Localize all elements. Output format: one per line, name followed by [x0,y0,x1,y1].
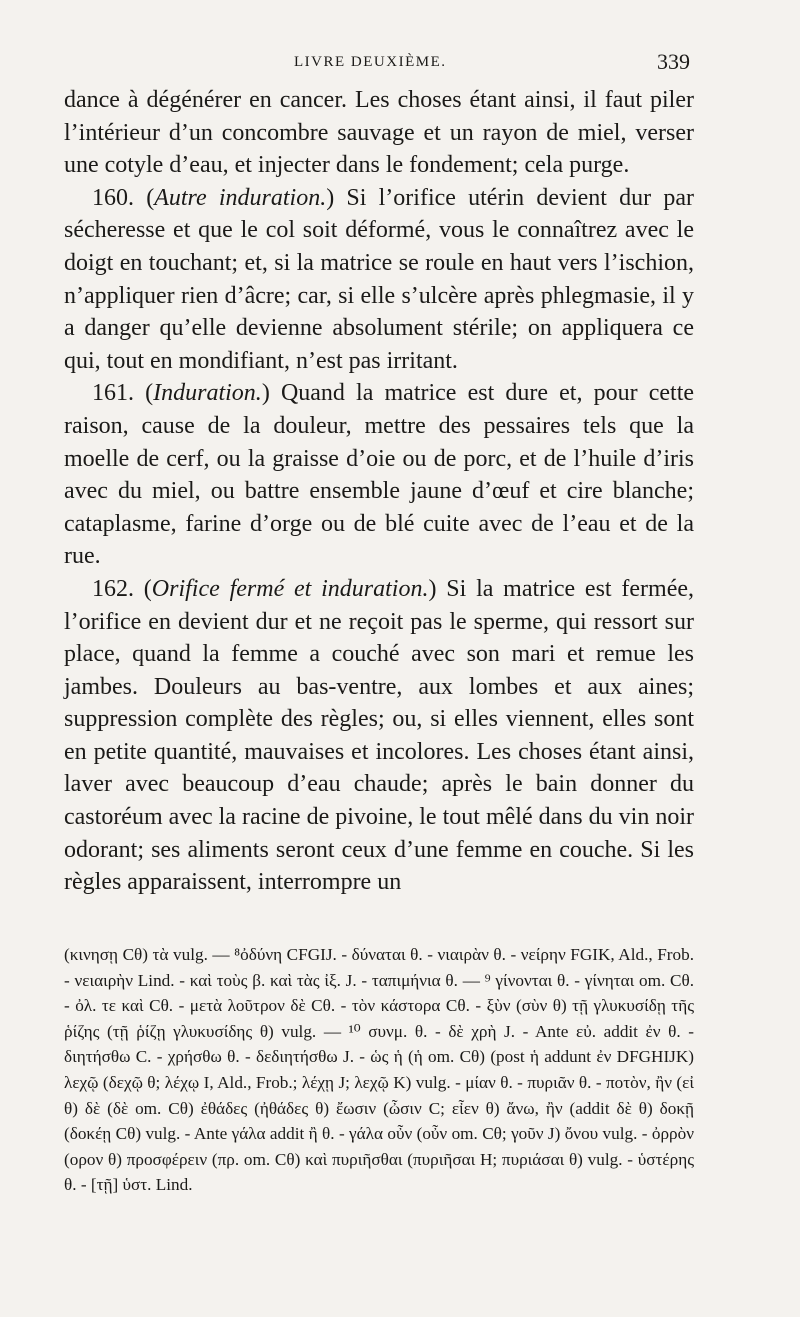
section-title: Autre induration. [154,184,327,211]
section-title-close: ) [261,380,270,407]
section-number: 161. [92,380,134,407]
section-number: 160. [92,184,134,211]
section-text: Quand la matrice est dure et, pour cette raison, cause de la douleur, mettre des pessaires tels que la moelle de cerf, ou la graisse d’oie ou de porc, et de l’huile d’iris avec du miel, ou battre ensemble jaune d’œuf et cire blanche; cataplasme, farine d’orge ou de blé cuite avec de l’eau et de la rue. [64,380,695,570]
section-162 [64,573,694,899]
section-number: 162. [92,575,134,602]
section-title-open: ( [143,575,152,602]
section-title-close: ) [428,575,437,602]
running-title: LIVRE DEUXIÈME. [294,54,447,70]
page-number: 339 [657,49,690,74]
section-title: Orifice fermé et induration. [151,575,429,602]
paragraph-continued: dance à dégénérer en cancer. Les choses étant ainsi, il faut piler l’intérieur d’un concombre sauvage et un rayon de miel, verser une cotyle d’eau, et injecter dans le fondement; cela purge. [64,87,694,179]
notes-text: (κινησῃ Cθ) τὰ vulg. — ⁸ὀδύνη CFGIJ. - δύναται θ. - νιαιρὰν θ. - νείρην FGIK, Ald., Frob. - νειαιρὴν Lind. - καὶ τοὺς β. καὶ τὰς ἰξ. J. - ταπιμήνια θ. — ⁹ γίνονται θ. - γίνηται om. Cθ. - ὀλ. τε καὶ Cθ. - μετὰ λοῦτρον δὲ Cθ. - τὸν κάστορα Cθ. - ξὺν (σὺν θ) τῇ γλυκυσίδῃ τῆς ῥίζης (τῇ ῥίζῃ γλυκυσίδης θ) vulg. — ¹⁰ συνμ. θ. - δὲ χρὴ J. - Ante εὐ. addit ἐν θ. - διητήσθω C. - χρήσθω θ. - δεδιητήσθω J. - ὡς ἡ (ἡ om. Cθ) (post ἡ addunt ἐν DFGHIJK) λεχῷ (δεχῷ θ; λέχῳ I, Ald., Frob.; λέχῃ J; λεχῷ K) vulg. - μίαν θ. - πυριᾶν θ. - ποτὸν, ἢν (εἰ θ) δὲ (δὲ om. Cθ) ἐθάδες (ἠθάδες θ) ἔωσιν (ὦσιν C; εἶεν θ) ἄνω, ἢν (addit δὲ θ) δοκῇ (δοκέῃ Cθ) vulg. - Ante γάλα addit ἢ θ. - γάλα οὖν (οὖν om. Cθ; γοῦν J) ὄνου vulg. - ὀρρὸν (ορον θ) προσφέρειν (πρ. om. Cθ) καὶ πυριῆσθαι (πυριῆσαι H; πυριάσαι θ) vulg. - ὑστέρης θ. - [τῇ] ὑστ. Lind. [64,945,694,1195]
section-160 [64,182,694,378]
section-161 [64,377,694,573]
section-title-close: ) [326,184,335,211]
section-title-open: ( [145,380,154,407]
page-header [64,50,696,80]
section-title: Induration. [153,380,262,407]
section-text: Si la matrice est fermée, l’orifice en devient dur et ne reçoit pas le sperme, qui ressort sur place, quand la femme a couché avec son mari et remue les jambes. Douleurs au bas-ventre, aux lombes et aux aines; suppression complète des règles; ou, si elles viennent, elles sont en petite quantité, mauvaises et incolores. Les choses étant ainsi, laver avec beaucoup d’eau chaude; après le bain donner du castoréum avec la racine de pivoine, le tout mêlé dans du vin noir odorant; ses aliments seront ceux d’une femme en couche. Si les règles apparaissent, interrompre un [64,575,694,896]
critical-notes [64,942,694,1198]
section-title-open: ( [146,184,155,211]
main-text [64,84,694,899]
section-text: Si l’orifice utérin devient dur par sécheresse et que le col soit déformé, vous le connaîtrez avec le doigt en touchant; et, si la matrice se roule en haut vers l’ischion, n’appliquer rien d’âcre; car, si elle s’ulcère après phlegmasie, il y a danger qu’elle devienne absolument stérile; on appliquera ce qui, tout en mondifiant, n’est pas irritant. [64,184,695,374]
